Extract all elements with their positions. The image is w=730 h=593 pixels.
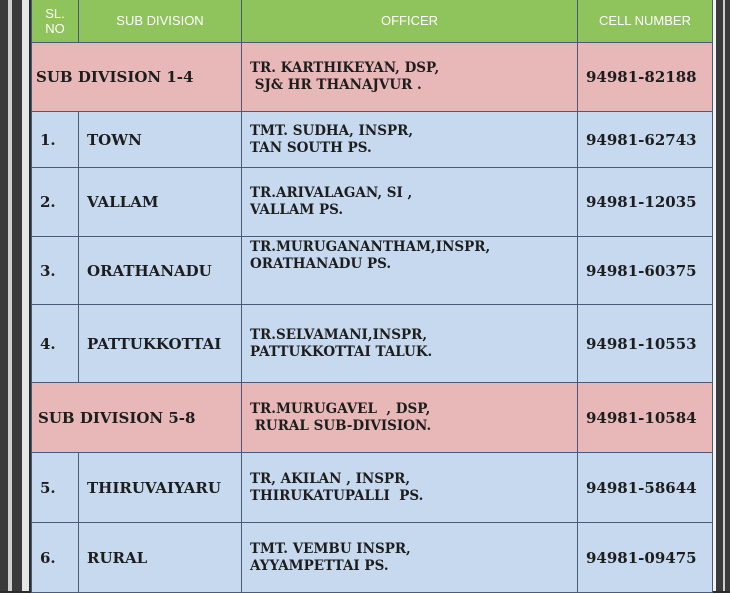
header-sub-division: SUB DIVISION — [79, 0, 242, 43]
cell-number: 94981-10584 — [578, 383, 713, 453]
officer-line-1: TR.MURUGANANTHAM,INSPR, — [250, 239, 491, 255]
table-row — [32, 43, 713, 112]
officer-cell — [242, 453, 578, 523]
sub-division-name: RURAL — [79, 523, 242, 593]
header-sl-no: SL. NO — [32, 0, 79, 43]
sub-division-name: SUB DIVISION 5-8 — [32, 383, 242, 453]
officer-cell — [242, 523, 578, 593]
cell-number: 94981-10553 — [578, 305, 713, 383]
cell-number: 94981-58644 — [578, 453, 713, 523]
table-row — [32, 237, 713, 305]
officer-cell — [242, 43, 578, 112]
officer-line-1: TR.SELVAMANI,INSPR, — [250, 326, 428, 343]
cell-number: 94981-62743 — [578, 112, 713, 168]
cell-number: 94981-12035 — [578, 168, 713, 237]
sub-division-name: PATTUKKOTTAI — [79, 305, 242, 383]
sub-division-name: SUB DIVISION 1-4 — [32, 43, 242, 112]
officer-cell — [242, 305, 578, 383]
table-row — [32, 305, 713, 383]
cell-number: 94981-09475 — [578, 523, 713, 593]
header-officer: OFFICER — [242, 0, 578, 43]
officer-cell — [242, 383, 578, 453]
table-header-row — [32, 0, 713, 43]
officer-line-2: AYYAMPETTAI PS. — [250, 557, 389, 574]
officer-cell — [242, 237, 578, 305]
officer-line-2: PATTUKKOTTAI TALUK. — [250, 343, 433, 360]
officer-line-2: VALLAM PS. — [250, 202, 344, 218]
officer-line-2: THIRUKATUPALLI PS. — [250, 487, 424, 504]
sub-division-name: THIRUVAIYARU — [79, 453, 242, 523]
officer-line-2: RURAL SUB-DIVISION. — [250, 417, 432, 434]
officer-cell — [242, 168, 578, 237]
officer-line-1: TR.ARIVALAGAN, SI , — [250, 185, 413, 201]
officer-cell — [242, 112, 578, 168]
officer-line-2: SJ& HR THANAJVUR . — [250, 77, 422, 93]
officer-line-1: TR, AKILAN , INSPR, — [250, 470, 411, 487]
page-frame-right — [711, 0, 730, 591]
cell-number: 94981-82188 — [578, 43, 713, 112]
officer-contact-table — [31, 0, 713, 593]
sl-number: 5. — [32, 453, 79, 523]
sub-division-name: TOWN — [79, 112, 242, 168]
sl-number: 6. — [32, 523, 79, 593]
table-row — [32, 453, 713, 523]
sl-number: 3. — [32, 237, 79, 305]
page-frame-left — [0, 0, 29, 591]
table-row — [32, 383, 713, 453]
officer-line-1: TMT. SUDHA, INSPR, — [250, 122, 414, 139]
officer-line-2: ORATHANADU PS. — [250, 256, 392, 272]
officer-line-1: TR. KARTHIKEYAN, DSP, — [250, 60, 440, 76]
sl-number: 4. — [32, 305, 79, 383]
table-row — [32, 112, 713, 168]
officer-line-1: TR.MURUGAVEL , DSP, — [250, 400, 431, 417]
table-row — [32, 523, 713, 593]
officer-line-1: TMT. VEMBU INSPR, — [250, 540, 411, 557]
cell-number: 94981-60375 — [578, 237, 713, 305]
officer-line-2: TAN SOUTH PS. — [250, 139, 372, 156]
table-row — [32, 168, 713, 237]
sl-number: 2. — [32, 168, 79, 237]
sub-division-name: ORATHANADU — [79, 237, 242, 305]
sl-number: 1. — [32, 112, 79, 168]
header-cell-number: CELL NUMBER — [578, 0, 713, 43]
sub-division-name: VALLAM — [79, 168, 242, 237]
